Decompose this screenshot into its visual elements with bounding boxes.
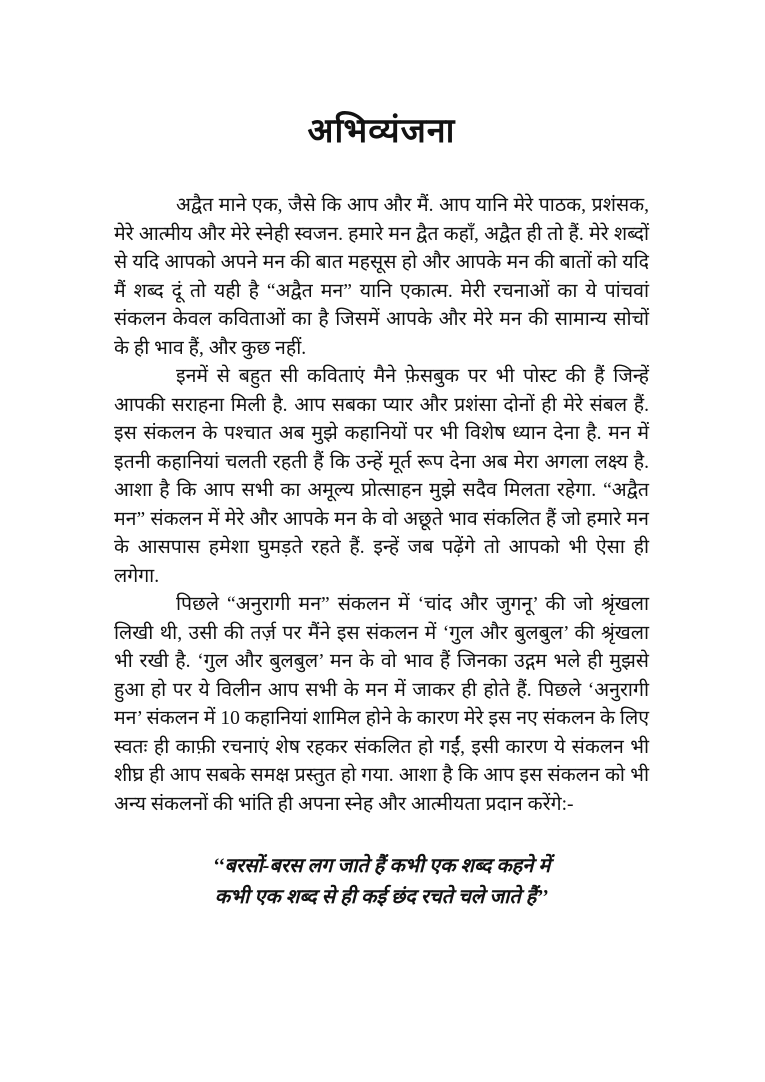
- couplet-line-1: ‘‘बरसों-बरस लग जाते हैं कभी एक शब्द कहने में: [212, 855, 551, 877]
- paragraph-1: अद्वैत माने एक, जैसे कि आप और मैं. आप यानि मेरे पाठक, प्रशंसक, मेरे आत्मीय और मेरे स्नेही स्वजन. हमारे मन द्वैत कहाँ, अद्वैत ही तो हैं. मेरे शब्दों से यदि आपको अपने मन की बात महसूस हो और आपके मन की बातों को यदि मैं शब्द दूं तो यही है “अद्वैत मन” यानि एकात्म. मेरी रचनाओं का ये पांचवां संकलन केवल कविताओं का है जिसमें आपके और मेरे मन की सामान्य सोचों के ही भाव हैं, और कुछ नहीं.: [114, 195, 649, 359]
- page-title: अभिव्यंजना: [307, 113, 456, 150]
- paragraph-3: पिछले “अनुरागी मन” संकलन में ‘चांद और जुगनू’ की जो श्रृंखला लिखी थी, उसी की तर्ज़ पर मैंने इस संकलन में ‘गुल और बुलबुल’ की श्रृंखला भी रखी है. ‘गुल और बुलबुल’ मन के वो भाव हैं जिनका उद्गम भले ही मुझसे हुआ हो पर ये विलीन आप सभी के मन में जाकर ही होते हैं. पिछले ‘अनुरागी मन’ संकलन में 10 कहानियां शामिल होने के कारण मेरे इस नए संकलन के लिए स्वतः ही काफ़ी रचनाएं शेष रहकर संकलित हो गईं, इसी कारण ये संकलन भी शीघ्र ही आप सबके समक्ष प्रस्तुत हो गया. आशा है कि आप इस संकलन को भी अन्य संकलनों की भांति ही अपना स्नेह और आत्मीयता प्रदान करेंगे:-: [114, 594, 649, 815]
- paragraph-2: इनमें से बहुत सी कविताएं मैने फ़ेसबुक पर भी पोस्ट की हैं जिन्हें आपकी सराहना मिली है. आप सबका प्यार और प्रशंसा दोनों ही मेरे संबल हैं. इस संकलन के पश्चात अब मुझे कहानियों पर भी विशेष ध्यान देना है. मन में इतनी कहानियां चलती रहती हैं कि उन्हें मूर्त रूप देना अब मेरा अगला लक्ष्य है. आशा है कि आप सभी का अमूल्य प्रोत्साहन मुझे सदैव मिलता रहेगा. “अद्वैत मन” संकलन में मेरे और आपके मन के वो अछूते भाव संकलित हैं जो हमारे मन के आसपास हमेशा घुमड़ते रहते हैं. इन्हें जब पढ़ेंगे तो आपको भी ऐसा ही लगेगा.: [114, 366, 649, 587]
- closing-couplet: [114, 851, 649, 913]
- couplet-line-2: कभी एक शब्द से ही कई छंद रचते चले जाते हैं’’: [214, 886, 549, 908]
